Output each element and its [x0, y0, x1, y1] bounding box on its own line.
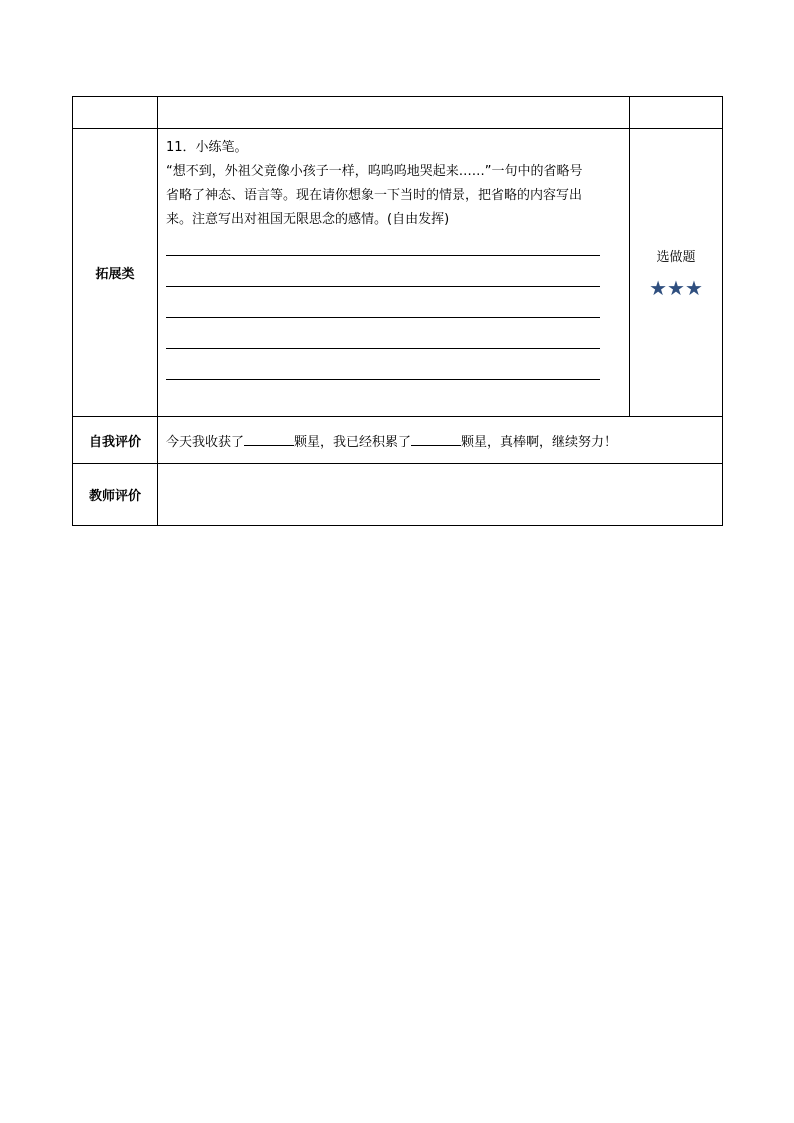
self-eval-row [73, 417, 723, 464]
header-row [73, 97, 723, 129]
teacher-eval-content[interactable] [158, 464, 723, 526]
extension-label: 拓展类 [73, 129, 158, 417]
writing-line[interactable] [166, 256, 600, 287]
question-line-1: “想不到，外祖父竟像小孩子一样，呜呜呜地哭起来……”一句中的省略号 [166, 164, 583, 179]
header-cell-content [158, 97, 630, 129]
question-line-3: 来。注意写出对祖国无限思念的感情。(自由发挥) [166, 212, 450, 227]
teacher-eval-row [73, 464, 723, 526]
self-eval-text-2: 颗星，我已经积累了 [294, 434, 412, 450]
teacher-eval-label: 教师评价 [73, 464, 158, 526]
writing-line[interactable] [166, 318, 600, 349]
writing-line[interactable] [166, 349, 600, 380]
self-eval-text-3: 颗星，真棒啊，继续努力！ [461, 434, 618, 450]
question-line-2: 省略了神态、语言等。现在请你想象一下当时的情景，把省略的内容写出 [166, 188, 583, 203]
answer-writing-area[interactable] [166, 232, 621, 380]
self-eval-text-1: 今天我收获了 [166, 434, 245, 450]
stars-total-blank[interactable] [411, 431, 461, 446]
stars-earned-blank[interactable] [244, 431, 294, 446]
self-eval-label: 自我评价 [73, 417, 158, 464]
header-cell-category [73, 97, 158, 129]
question-number: 11．小练笔。 [166, 140, 248, 155]
writing-line[interactable] [166, 232, 600, 256]
worksheet-table [72, 96, 723, 526]
extension-content [158, 129, 630, 417]
writing-line[interactable] [166, 287, 600, 318]
self-eval-content [158, 417, 723, 464]
star-rating-icon: ★★★ [649, 276, 703, 300]
header-cell-difficulty [630, 97, 723, 129]
extension-row [73, 129, 723, 417]
optional-label: 选做题 [656, 250, 696, 265]
difficulty-cell [630, 129, 723, 417]
